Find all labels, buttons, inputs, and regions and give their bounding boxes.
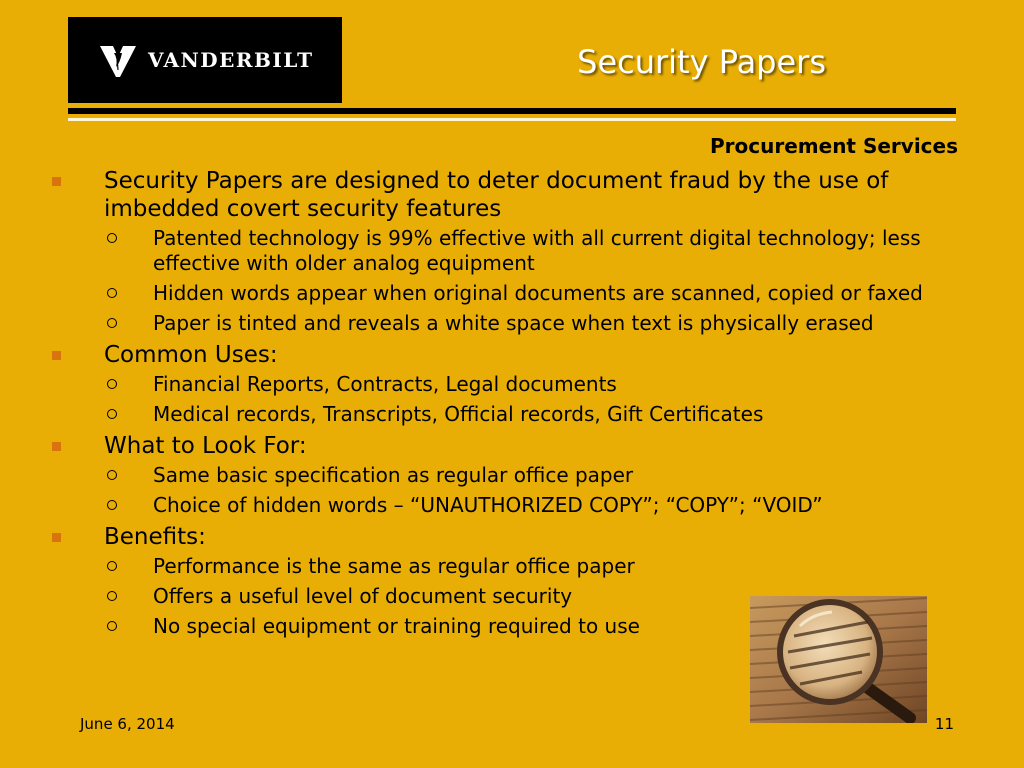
circle-bullet-icon: [107, 591, 117, 601]
circle-bullet-icon: [107, 318, 117, 328]
bullet-list: [52, 167, 964, 644]
sub-bullet-text: Paper is tinted and reveals a white space when text is physically erased: [153, 311, 874, 335]
sub-bullet-text: Performance is the same as regular office paper: [153, 554, 635, 578]
oak-leaf-v-icon: [98, 43, 138, 79]
logo-wordmark: VANDERBILT: [148, 48, 314, 72]
square-bullet-icon: [52, 177, 61, 186]
header-divider-thick: [68, 108, 956, 114]
sub-bullet-text: Medical records, Transcripts, Official records, Gift Certificates: [153, 402, 764, 426]
sub-bullet-text: Financial Reports, Contracts, Legal documents: [153, 372, 617, 396]
square-bullet-icon: [52, 442, 61, 451]
bullet-text: Benefits:: [104, 524, 206, 550]
square-bullet-icon: [52, 351, 61, 360]
sub-bullet-item: [52, 281, 964, 306]
sub-bullet-item: [52, 493, 964, 518]
sub-bullet-text: Hidden words appear when original documents are scanned, copied or faxed: [153, 281, 923, 305]
circle-bullet-icon: [107, 379, 117, 389]
slide-title: Security Papers: [577, 43, 826, 81]
bullet-item: [52, 167, 964, 223]
sub-bullet-text: No special equipment or training required to use: [153, 614, 640, 638]
magnifying-glass-photo: [750, 596, 927, 723]
sub-bullet-item: [52, 402, 964, 427]
bullet-text: Common Uses:: [104, 342, 278, 368]
bullet-item: [52, 341, 964, 369]
vanderbilt-logo: [68, 17, 342, 103]
bullet-item: [52, 432, 964, 460]
sub-bullet-text: Offers a useful level of document security: [153, 584, 573, 608]
circle-bullet-icon: [107, 500, 117, 510]
sub-bullet-text: Same basic specification as regular office paper: [153, 463, 634, 487]
bullet-item: [52, 523, 964, 551]
header-divider-thin: [68, 118, 956, 121]
sub-bullet-text: Choice of hidden words – “UNAUTHORIZED COPY”; “COPY”; “VOID”: [153, 493, 823, 517]
sub-bullet-item: [52, 463, 964, 488]
circle-bullet-icon: [107, 561, 117, 571]
sub-bullet-item: [52, 372, 964, 397]
circle-bullet-icon: [107, 409, 117, 419]
circle-bullet-icon: [107, 621, 117, 631]
bullet-text: What to Look For:: [104, 433, 307, 459]
circle-bullet-icon: [107, 288, 117, 298]
bullet-text: Security Papers are designed to deter document fraud by the use of imbedded covert security features: [104, 168, 889, 222]
footer-date: June 6, 2014: [80, 715, 175, 733]
page-number: 11: [934, 715, 954, 733]
square-bullet-icon: [52, 533, 61, 542]
sub-bullet-item: [52, 311, 964, 336]
slide-subtitle: Procurement Services: [710, 134, 958, 158]
circle-bullet-icon: [107, 470, 117, 480]
sub-bullet-item: [52, 226, 964, 276]
sub-bullet-item: [52, 554, 964, 579]
circle-bullet-icon: [107, 233, 117, 243]
sub-bullet-text: Patented technology is 99% effective with all current digital technology; less effective with older analog equipment: [153, 226, 921, 275]
